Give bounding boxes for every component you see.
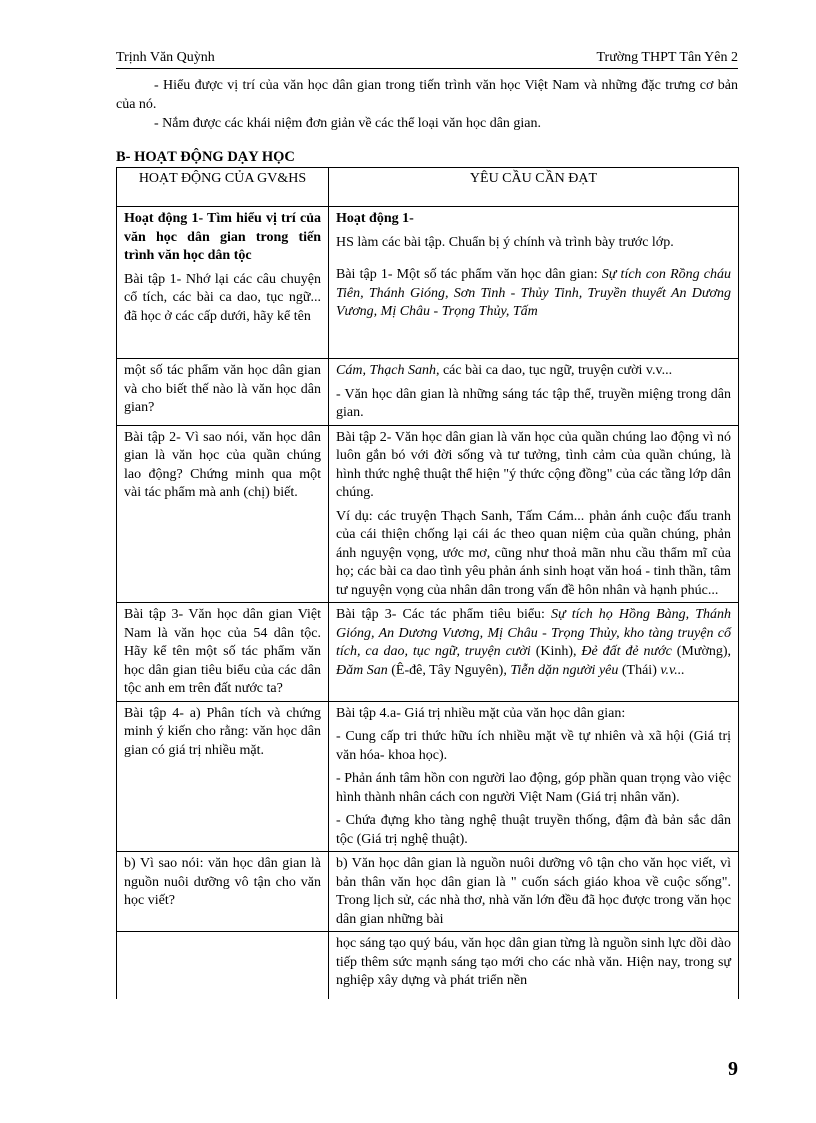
value-artistic: - Chứa đựng kho tàng nghệ thuật truyền thống, đậm đà bản sắc dân tộc (Giá trị nghệ thuật). bbox=[336, 813, 731, 847]
objective-1: - Hiểu được vị trí của văn học dân gian trong tiến trình văn học Việt Nam và những đặc trưng cơ bản của nó. bbox=[116, 78, 738, 112]
page-number: 9 bbox=[728, 1058, 738, 1080]
row7-right: học sáng tạo quý báu, văn học dân gian từng là nguồn sinh lực dồi dào tiếp thêm sức mạnh sáng tạo mới cho các nhà văn. Hiện nay, trong sự nghiệp xây dựng và phát triển nền bbox=[329, 932, 739, 1000]
exercise-1-question: Bài tập 1- Nhớ lại các câu chuyện cổ tích, các bài ca dao, tục ngữ... đã học ở các cấp dưới, hãy kể tên bbox=[124, 271, 321, 324]
table-row bbox=[117, 207, 739, 359]
row7-left bbox=[117, 932, 329, 1000]
row6-right: b) Văn học dân gian là nguồn nuôi dưỡng vô tận cho văn học viết, vì bản thân văn học dân gian là " cuốn sách giáo khoa về cuộc sống". Trong lịch sử, các nhà thơ, nhà văn lớn đều đã học được trong văn học dân gian những bài bbox=[329, 852, 739, 932]
table-row bbox=[117, 701, 739, 852]
value-humanistic: - Phản ánh tâm hồn con người lao động, góp phần quan trọng vào việc hình thành nhân cách con người Việt Nam (Giá trị nhân văn). bbox=[336, 771, 731, 805]
activity-table bbox=[116, 167, 739, 999]
exercise-2-answer: Bài tập 2- Văn học dân gian là văn học của quần chúng lao động vì nó luôn gắn bó với đời sống và tư tưởng, tình cảm của quần chúng, là hình thức nghệ thuật thể hiện "ý thức cộng đồng" của các tầng lớp dân chúng. bbox=[336, 429, 731, 500]
header-school: Trường THPT Tân Yên 2 bbox=[596, 50, 738, 65]
row5-left: Bài tập 4- a) Phân tích và chứng minh ý kiến cho rằng: văn học dân gian có giá trị nhiều mặt. bbox=[117, 701, 329, 852]
table-row bbox=[117, 852, 739, 932]
table-row bbox=[117, 359, 739, 426]
value-cultural: - Cung cấp tri thức hữu ích nhiều mặt về tự nhiên và xã hội (Giá trị văn hóa- khoa học). bbox=[336, 729, 731, 763]
page-header bbox=[116, 48, 738, 69]
activity-1-instruction: HS làm các bài tập. Chuẩn bị ý chính và trình bày trước lớp. bbox=[336, 234, 674, 250]
exercise-3-answer: Bài tập 3- Các tác phẩm tiêu biểu: Sự tích họ Hồng Bàng, Thánh Gióng, An Dương Vương, Mị Châu - Trọng Thủy, kho tàng truyện cổ tích, ca dao, tục ngữ, truyện cười (Kinh), Đẻ đất đẻ nước (Mường), Đăm San (Ê-đê, Tây Nguyên), Tiễn dặn người yêu (Thái) v.v... bbox=[336, 607, 732, 678]
row1-left bbox=[117, 207, 329, 359]
table-row bbox=[117, 932, 739, 1000]
section-title: B- HOẠT ĐỘNG DẠY HỌC bbox=[116, 149, 295, 165]
objective-2: - Nắm được các khái niệm đơn giản về các thể loại văn học dân gian. bbox=[154, 116, 542, 131]
exercise-1-answer-cont: Cám, Thạch Sanh, các bài ca dao, tục ngữ, truyện cười v.v... bbox=[336, 363, 673, 378]
table-row bbox=[117, 425, 739, 603]
intro-objectives bbox=[116, 76, 738, 133]
exercise-1-answer: Bài tập 1- Một số tác phẩm văn học dân gian: Sự tích con Rồng cháu Tiên, Thánh Gióng, Sơn Tinh - Thủy Tinh, Truyền thuyết An Dương Vương, Mị Châu - Trọng Thủy, Tấm bbox=[336, 267, 731, 319]
col2-header: YÊU CẦU CẦN ĐẠT bbox=[329, 168, 739, 207]
row3-right bbox=[329, 425, 739, 603]
row4-left: Bài tập 3- Văn học dân gian Việt Nam là văn học của 54 dân tộc. Hãy kể tên một số tác phẩm văn học dân gian tiêu biểu của các dân tộc anh em trên đất nước ta? bbox=[117, 603, 329, 702]
row5-right bbox=[329, 701, 739, 852]
exercise-2-example: Ví dụ: các truyện Thạch Sanh, Tấm Cám... phản ánh cuộc đấu tranh của cái thiện chống lại cái ác theo quan niệm của quần chúng, phản ánh nguyện vọng, ước mơ, cũng như thoả mãn nhu cầu thẩm mĩ của họ; các bài ca dao tình yêu phản ánh sinh hoạt văn hoá - tinh thần, tâm tư nguyện vọng của nhân dân trong vấn đề hôn nhân và hạnh phúc... bbox=[336, 508, 731, 598]
row3-left: Bài tập 2- Vì sao nói, văn học dân gian là văn học của quần chúng lao động? Chứng minh qua một vài tác phẩm mà anh (chị) biết. bbox=[117, 425, 329, 603]
row6-left: b) Vì sao nói: văn học dân gian là nguồn nuôi dưỡng vô tận cho văn học viết? bbox=[117, 852, 329, 932]
folk-literature-definition: - Văn học dân gian là những sáng tác tập thể, truyền miệng trong dân gian. bbox=[336, 386, 731, 420]
row2-left: một số tác phẩm văn học dân gian và cho biết thế nào là văn học dân gian? bbox=[117, 359, 329, 426]
table-header-row bbox=[117, 168, 739, 207]
row4-right bbox=[329, 603, 739, 702]
row2-right bbox=[329, 359, 739, 426]
row1-right bbox=[329, 207, 739, 359]
activity-1-label: Hoạt động 1- bbox=[336, 211, 414, 226]
exercise-4a-heading: Bài tập 4.a- Giá trị nhiều mặt của văn học dân gian: bbox=[336, 705, 626, 721]
activity-1-heading: Hoạt động 1- Tìm hiểu vị trí của văn học dân gian trong tiến trình văn học dân tộc bbox=[124, 211, 321, 263]
table-row bbox=[117, 603, 739, 702]
col1-header: HOẠT ĐỘNG CỦA GV&HS bbox=[117, 168, 329, 207]
header-author: Trịnh Văn Quỳnh bbox=[116, 50, 215, 65]
